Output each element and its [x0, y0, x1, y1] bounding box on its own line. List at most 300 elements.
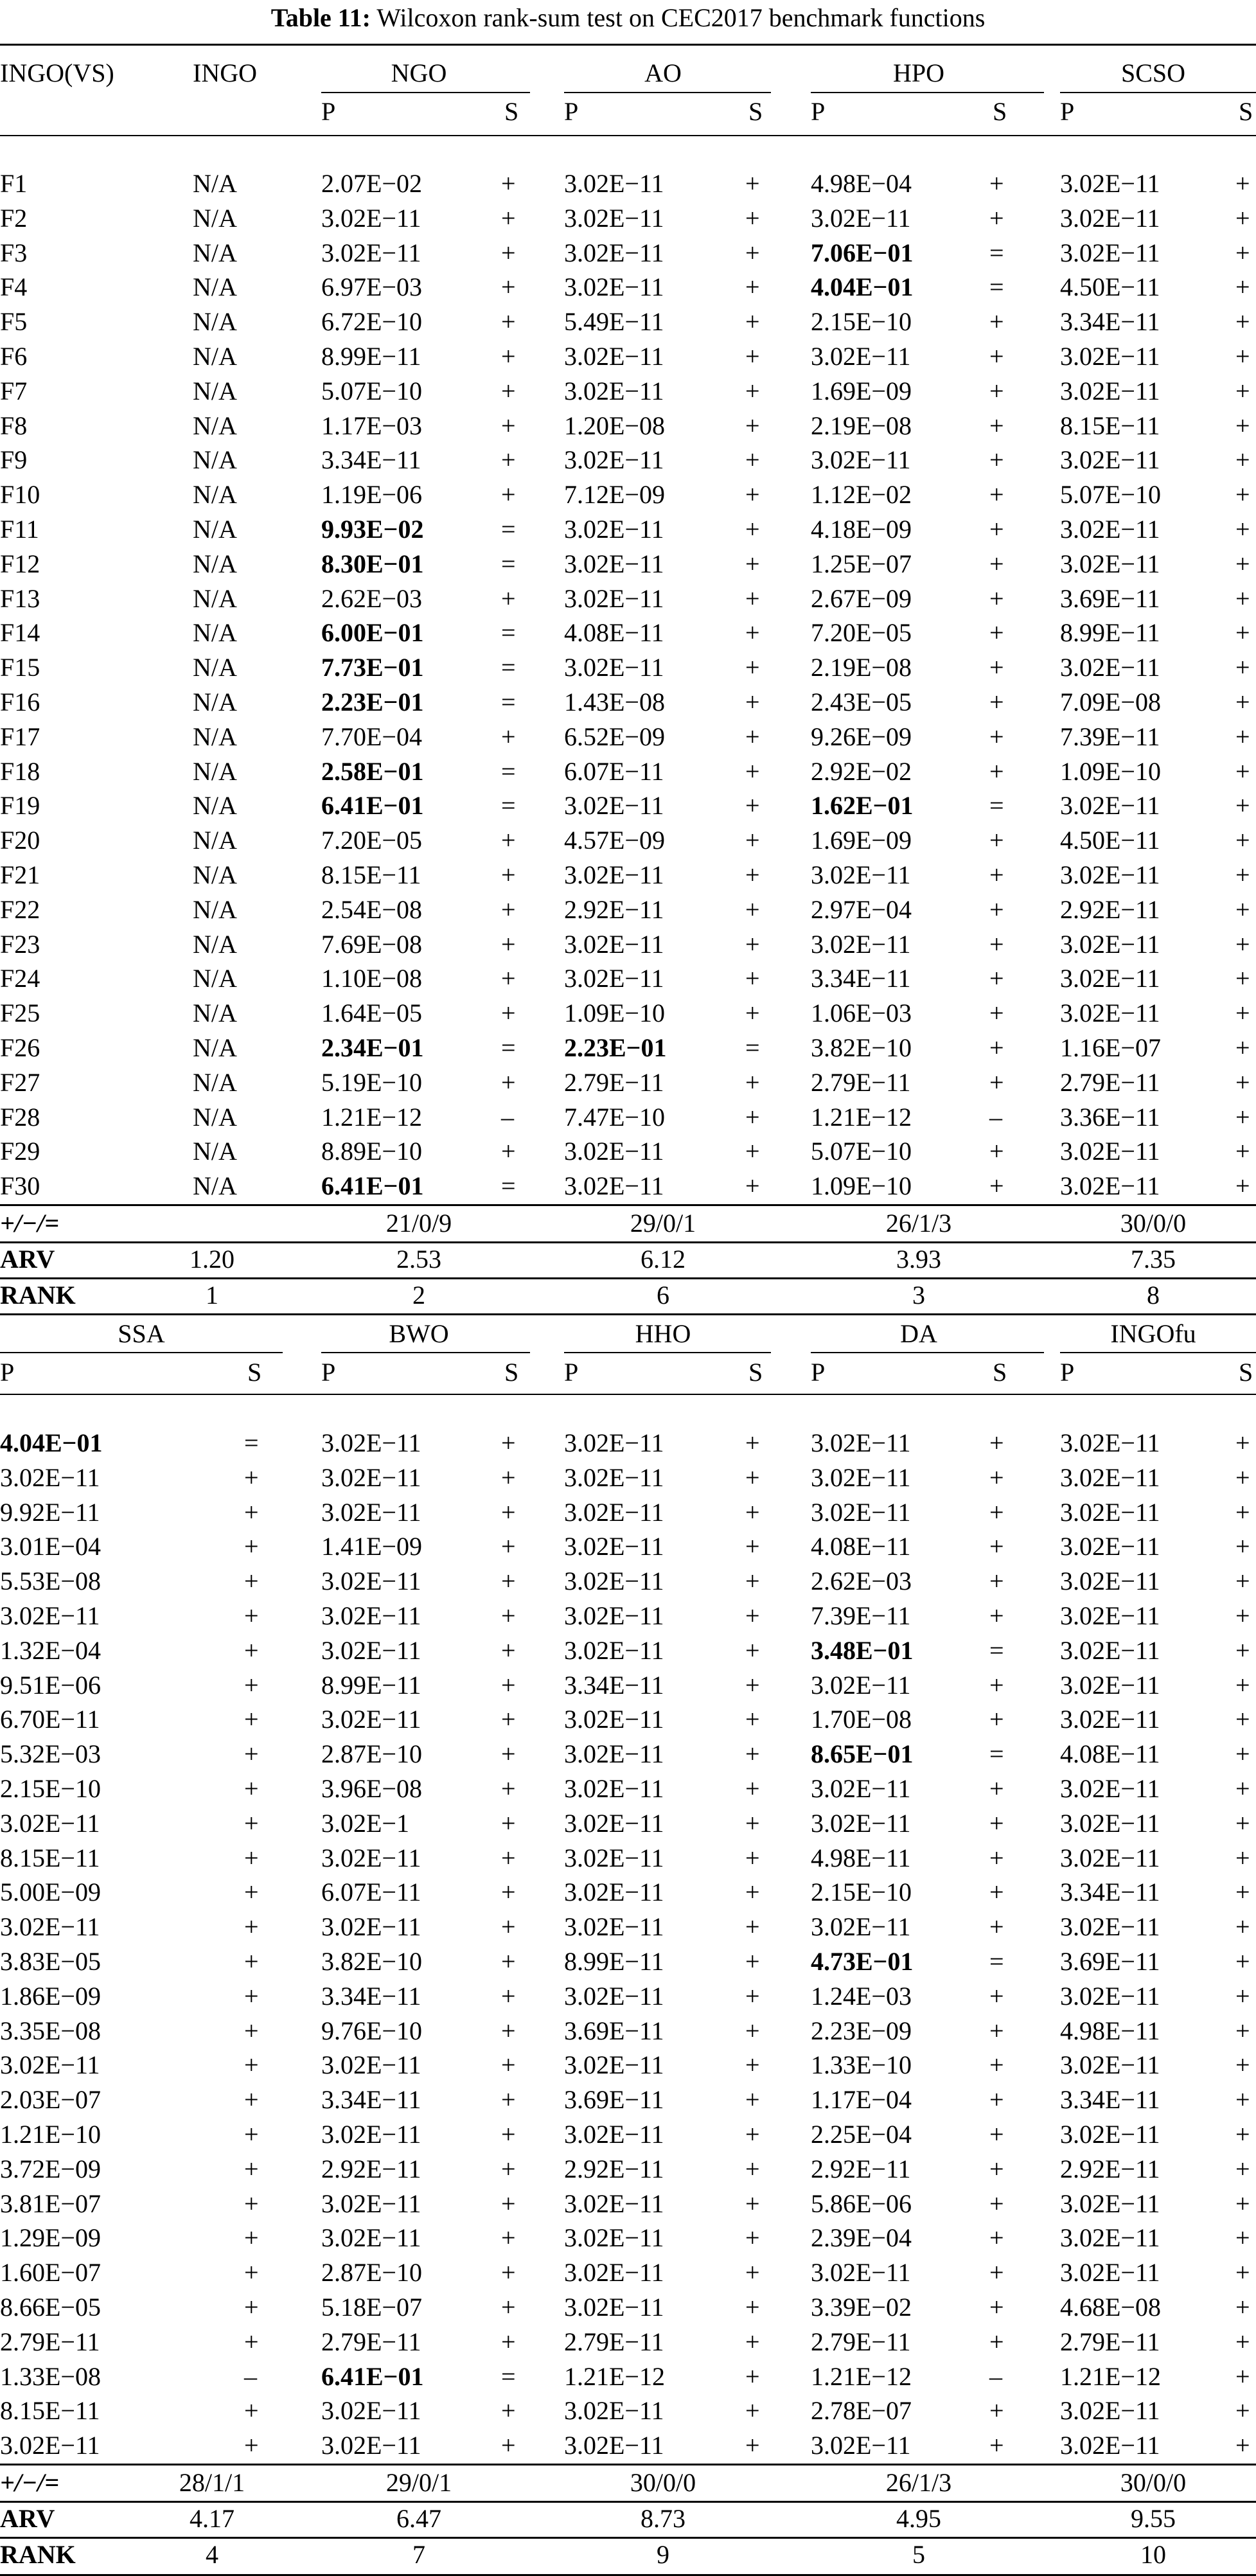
ingo-value: N/A: [193, 549, 237, 578]
significance-sign: =: [501, 549, 516, 578]
p-value: 3.02E−11: [811, 2258, 911, 2287]
summary-value: 30/0/0: [1120, 2468, 1187, 2497]
rank-value: 9: [657, 2540, 669, 2569]
p-value: 1.09E−10: [1060, 756, 1161, 786]
p-value: 3.02E−11: [564, 169, 664, 198]
group-underline: [811, 92, 1044, 93]
p-value: 1.21E−12: [811, 2361, 912, 2391]
significance-sign: +: [501, 1981, 516, 2011]
significance-sign: +: [244, 2223, 259, 2253]
p-value: 6.70E−11: [0, 1705, 100, 1734]
p-value: 3.02E−11: [321, 203, 421, 233]
p-value: 2.19E−08: [811, 411, 912, 440]
p-value: 7.39E−11: [1060, 722, 1160, 751]
significance-sign: +: [989, 1567, 1004, 1596]
significance-sign: +: [1235, 1067, 1250, 1097]
p-value: 3.02E−11: [1060, 2050, 1160, 2080]
significance-sign: –: [501, 1102, 514, 1132]
p-value: 3.02E−11: [321, 1912, 421, 1942]
p-value: 3.01E−04: [0, 1532, 101, 1561]
p-value: 8.99E−11: [321, 342, 421, 371]
significance-sign: +: [501, 1739, 516, 1769]
p-value: 2.92E−11: [811, 2154, 911, 2183]
table-rule: [0, 1394, 1256, 1395]
p-value: 3.02E−11: [564, 1705, 664, 1734]
significance-sign: +: [745, 1428, 760, 1457]
significance-sign: +: [745, 929, 760, 959]
p-value: 3.02E−11: [1060, 1532, 1160, 1561]
ingo-value: N/A: [193, 860, 237, 889]
p-value: 3.02E−11: [1060, 1497, 1160, 1527]
arv-value: 3.93: [896, 1245, 941, 1274]
group-header-2: BWO: [389, 1319, 449, 1348]
p-value: 3.02E−11: [321, 1567, 421, 1596]
p-value: 3.02E−11: [0, 1462, 100, 1492]
significance-sign: +: [501, 1670, 516, 1700]
ingo-value: N/A: [193, 688, 237, 716]
p-value: 3.02E−11: [0, 2431, 100, 2460]
subheader-s: S: [748, 1358, 763, 1387]
group-header-3: HHO: [635, 1319, 691, 1348]
p-value: 1.29E−09: [0, 2223, 101, 2253]
group-header-5: INGOfu: [1110, 1319, 1196, 1348]
p-value: 3.02E−11: [564, 1601, 664, 1630]
p-value: 6.00E−01: [321, 618, 424, 648]
ingo-value: N/A: [193, 756, 237, 786]
significance-sign: +: [1235, 169, 1250, 198]
p-value: 3.81E−07: [0, 2189, 101, 2218]
subheader-s: S: [993, 1358, 1007, 1387]
significance-sign: +: [501, 2327, 516, 2356]
p-value: 2.15E−10: [811, 307, 912, 337]
arv-label: ARV: [0, 2504, 55, 2533]
p-value: 3.02E−11: [1060, 203, 1160, 233]
significance-sign: –: [989, 1102, 1002, 1132]
subheader-s: S: [247, 1358, 262, 1387]
significance-sign: +: [501, 1635, 516, 1665]
significance-sign: +: [1235, 445, 1250, 475]
significance-sign: +: [244, 1601, 259, 1630]
significance-sign: =: [501, 1171, 516, 1201]
ingo-value: N/A: [193, 272, 237, 302]
p-value: 2.19E−08: [811, 653, 912, 682]
function-label: F26: [0, 1033, 40, 1062]
significance-sign: +: [1235, 1774, 1250, 1803]
significance-sign: =: [501, 618, 516, 648]
significance-sign: +: [501, 2431, 516, 2460]
arv-value: 8.73: [641, 2504, 685, 2533]
p-value: 3.02E−11: [564, 1912, 664, 1942]
p-value: 3.02E−11: [1060, 1428, 1160, 1457]
p-value: 2.79E−11: [564, 2327, 664, 2356]
p-value: 5.18E−07: [321, 2293, 422, 2322]
p-value: 3.02E−11: [1060, 653, 1160, 682]
p-value: 3.02E−11: [0, 2050, 100, 2080]
ingo-value: N/A: [193, 894, 237, 924]
significance-sign: +: [244, 1497, 259, 1527]
significance-sign: +: [745, 1532, 760, 1561]
p-value: 3.02E−11: [321, 1705, 421, 1734]
significance-sign: +: [745, 2085, 760, 2115]
p-value: 3.02E−11: [1060, 999, 1160, 1028]
significance-sign: +: [1235, 1878, 1250, 1907]
table-rule: [0, 44, 1256, 46]
table-rule: [0, 1204, 1256, 1206]
p-value: 3.34E−11: [1060, 2085, 1160, 2115]
function-label: F14: [0, 618, 40, 648]
p-value: 6.72E−10: [321, 307, 422, 337]
rank-value: 1: [206, 1281, 218, 1310]
significance-sign: +: [989, 1428, 1004, 1457]
p-value: 3.02E−11: [321, 2223, 421, 2253]
function-label: F28: [0, 1102, 40, 1132]
significance-sign: =: [501, 688, 516, 716]
significance-sign: +: [989, 653, 1004, 682]
summary-label: +/−/=: [0, 1209, 60, 1238]
function-label: F25: [0, 999, 40, 1028]
significance-sign: +: [745, 342, 760, 371]
significance-sign: +: [745, 1462, 760, 1492]
significance-sign: +: [745, 2431, 760, 2460]
p-value: 5.86E−06: [811, 2189, 912, 2218]
significance-sign: +: [244, 2016, 259, 2045]
function-label: F4: [0, 272, 28, 302]
subheader-s: S: [993, 97, 1007, 126]
ingo-value: N/A: [193, 1102, 237, 1132]
p-value: 3.02E−11: [1060, 1137, 1160, 1166]
significance-sign: +: [1235, 2085, 1250, 2115]
summary-value: 30/0/0: [1120, 1209, 1187, 1238]
significance-sign: +: [745, 688, 760, 716]
rank-value: 3: [912, 1281, 925, 1310]
significance-sign: +: [1235, 1497, 1250, 1527]
p-value: 3.02E−11: [564, 1878, 664, 1907]
row-header-cell: INGO(VS): [0, 58, 114, 87]
ingo-value: N/A: [193, 791, 237, 821]
significance-sign: +: [1235, 722, 1250, 751]
p-value: 3.02E−11: [321, 2431, 421, 2460]
significance-sign: +: [501, 376, 516, 405]
significance-sign: +: [745, 445, 760, 475]
rank-value: 2: [412, 1281, 425, 1310]
table-rule: [0, 2464, 1256, 2465]
p-value: 2.92E−11: [564, 2154, 664, 2183]
p-value: 4.50E−11: [1060, 826, 1160, 855]
significance-sign: +: [989, 411, 1004, 440]
table-rule: [0, 1313, 1256, 1315]
p-value: 2.87E−10: [321, 2258, 422, 2287]
p-value: 1.69E−09: [811, 376, 912, 405]
significance-sign: +: [989, 1981, 1004, 2011]
p-value: 3.02E−11: [321, 1462, 421, 1492]
function-label: F3: [0, 238, 28, 267]
significance-sign: +: [989, 1532, 1004, 1561]
significance-sign: +: [745, 515, 760, 544]
significance-sign: +: [501, 1808, 516, 1838]
significance-sign: +: [1235, 515, 1250, 544]
summary-value: 29/0/1: [385, 2468, 452, 2497]
p-value: 8.99E−11: [321, 1670, 421, 1700]
function-label: F30: [0, 1171, 40, 1201]
significance-sign: +: [244, 2327, 259, 2356]
p-value: 1.21E−12: [1060, 2361, 1161, 2391]
p-value: 2.92E−11: [1060, 894, 1160, 924]
significance-sign: +: [1235, 1705, 1250, 1734]
p-value: 3.02E−11: [564, 929, 664, 959]
significance-sign: +: [745, 2361, 760, 2391]
p-value: 3.02E−11: [564, 1567, 664, 1596]
significance-sign: +: [244, 2050, 259, 2080]
p-value: 7.06E−01: [811, 238, 914, 267]
subheader-p: P: [1060, 1358, 1075, 1387]
significance-sign: –: [989, 2361, 1002, 2391]
p-value: 2.67E−09: [811, 583, 912, 613]
table-rule: [0, 2501, 1256, 2503]
significance-sign: =: [989, 1739, 1004, 1769]
significance-sign: +: [244, 2258, 259, 2287]
p-value: 8.89E−10: [321, 1137, 422, 1166]
significance-sign: +: [745, 2258, 760, 2287]
significance-sign: =: [501, 791, 516, 821]
p-value: 5.00E−09: [0, 1878, 101, 1907]
p-value: 3.02E−11: [1060, 1171, 1160, 1201]
p-value: 3.02E−11: [1060, 515, 1160, 544]
group-underline: [564, 92, 771, 93]
p-value: 5.49E−11: [564, 307, 664, 337]
p-value: 3.02E−11: [1060, 169, 1160, 198]
rank-value: 7: [412, 2540, 425, 2569]
significance-sign: +: [989, 1843, 1004, 1872]
p-value: 3.02E−11: [1060, 1843, 1160, 1872]
p-value: 2.62E−03: [321, 583, 422, 613]
p-value: 3.02E−11: [1060, 1981, 1160, 2011]
p-value: 3.02E−11: [564, 2293, 664, 2322]
p-value: 1.33E−08: [0, 2361, 101, 2391]
significance-sign: +: [501, 1705, 516, 1734]
summary-value: 28/1/1: [179, 2468, 245, 2497]
p-value: 3.02E−11: [564, 583, 664, 613]
significance-sign: +: [1235, 1567, 1250, 1596]
significance-sign: +: [1235, 2120, 1250, 2149]
subheader-p: P: [811, 97, 826, 126]
ingo-value: N/A: [193, 376, 237, 405]
significance-sign: +: [1235, 653, 1250, 682]
p-value: 8.15E−11: [321, 860, 421, 889]
significance-sign: +: [745, 376, 760, 405]
function-label: F2: [0, 203, 28, 233]
significance-sign: +: [501, 203, 516, 233]
p-value: 3.82E−10: [811, 1033, 912, 1062]
p-value: 1.17E−04: [811, 2085, 912, 2115]
p-value: 1.10E−08: [321, 964, 422, 993]
significance-sign: +: [244, 2431, 259, 2460]
significance-sign: +: [745, 272, 760, 302]
significance-sign: +: [1235, 238, 1250, 267]
p-value: 2.79E−11: [1060, 1067, 1160, 1097]
significance-sign: +: [1235, 1739, 1250, 1769]
significance-sign: +: [244, 1567, 259, 1596]
p-value: 1.33E−10: [811, 2050, 912, 2080]
p-value: 4.57E−09: [564, 826, 665, 855]
significance-sign: +: [501, 860, 516, 889]
summary-value: 29/0/1: [630, 1209, 696, 1238]
p-value: 3.02E−11: [321, 2050, 421, 2080]
p-value: 2.15E−10: [811, 1878, 912, 1907]
significance-sign: +: [745, 999, 760, 1028]
significance-sign: +: [989, 1067, 1004, 1097]
p-value: 2.23E−01: [564, 1033, 667, 1062]
significance-sign: +: [1235, 2258, 1250, 2287]
significance-sign: +: [501, 2258, 516, 2287]
p-value: 3.02E−11: [1060, 376, 1160, 405]
ingo-value: N/A: [193, 826, 237, 855]
significance-sign: +: [501, 1843, 516, 1872]
significance-sign: =: [745, 1033, 760, 1062]
subheader-s: S: [504, 97, 519, 126]
significance-sign: +: [989, 342, 1004, 371]
p-value: 3.02E−11: [1060, 2189, 1160, 2218]
p-value: 3.72E−09: [0, 2154, 101, 2183]
p-value: 3.36E−11: [1060, 1102, 1160, 1132]
significance-sign: +: [501, 2154, 516, 2183]
p-value: 3.02E−11: [321, 1497, 421, 1527]
significance-sign: +: [989, 583, 1004, 613]
arv-value: 6.47: [396, 2504, 441, 2533]
p-value: 3.02E−11: [564, 1171, 664, 1201]
p-value: 5.07E−10: [1060, 480, 1161, 510]
significance-sign: +: [1235, 1981, 1250, 2011]
significance-sign: +: [989, 2327, 1004, 2356]
p-value: 6.97E−03: [321, 272, 422, 302]
p-value: 1.12E−02: [811, 480, 912, 510]
significance-sign: +: [745, 583, 760, 613]
significance-sign: +: [1235, 2154, 1250, 2183]
p-value: 2.92E−11: [564, 894, 664, 924]
significance-sign: +: [745, 1912, 760, 1942]
significance-sign: =: [989, 272, 1004, 302]
significance-sign: +: [745, 1137, 760, 1166]
subheader-s: S: [1239, 1358, 1253, 1387]
p-value: 3.02E−11: [811, 929, 911, 959]
p-value: 3.02E−11: [564, 964, 664, 993]
p-value: 3.02E−11: [1060, 2396, 1160, 2426]
significance-sign: +: [989, 445, 1004, 475]
significance-sign: =: [989, 238, 1004, 267]
function-label: F6: [0, 342, 28, 371]
significance-sign: +: [745, 1739, 760, 1769]
p-value: 3.02E−11: [1060, 1462, 1160, 1492]
ingo-value: N/A: [193, 964, 237, 993]
p-value: 2.79E−11: [321, 2327, 421, 2356]
p-value: 1.62E−01: [811, 791, 914, 821]
significance-sign: =: [501, 653, 516, 682]
significance-sign: =: [989, 791, 1004, 821]
significance-sign: +: [244, 1532, 259, 1561]
p-value: 2.23E−01: [321, 688, 424, 716]
table-rule: [0, 1241, 1256, 1243]
p-value: 3.02E−11: [564, 1739, 664, 1769]
subheader-p: P: [811, 1358, 826, 1387]
subheader-p: P: [321, 97, 336, 126]
p-value: 3.02E−11: [564, 2120, 664, 2149]
significance-sign: +: [1235, 1670, 1250, 1700]
significance-sign: +: [989, 929, 1004, 959]
p-value: 3.02E−11: [564, 1808, 664, 1838]
p-value: 3.02E−11: [1060, 964, 1160, 993]
significance-sign: +: [745, 203, 760, 233]
significance-sign: +: [745, 2189, 760, 2218]
significance-sign: +: [745, 1947, 760, 1976]
significance-sign: +: [989, 2154, 1004, 2183]
significance-sign: +: [989, 2120, 1004, 2149]
significance-sign: +: [501, 1497, 516, 1527]
significance-sign: +: [501, 480, 516, 510]
significance-sign: +: [501, 1601, 516, 1630]
significance-sign: +: [1235, 549, 1250, 578]
rank-value: 8: [1147, 1281, 1160, 1310]
function-label: F27: [0, 1067, 40, 1097]
p-value: 2.54E−08: [321, 894, 422, 924]
ingo-value: N/A: [193, 203, 237, 233]
significance-sign: +: [244, 1705, 259, 1734]
ingo-value: N/A: [193, 929, 237, 959]
significance-sign: +: [745, 756, 760, 786]
significance-sign: +: [1235, 826, 1250, 855]
significance-sign: +: [989, 722, 1004, 751]
function-label: F19: [0, 791, 40, 821]
p-value: 3.02E−11: [811, 445, 911, 475]
function-label: F7: [0, 376, 28, 405]
p-value: 3.34E−11: [321, 1981, 421, 2011]
significance-sign: +: [244, 1981, 259, 2011]
significance-sign: +: [244, 1878, 259, 1907]
significance-sign: +: [244, 1739, 259, 1769]
group-header-3: HPO: [892, 58, 945, 87]
p-value: 4.98E−04: [811, 169, 912, 198]
significance-sign: +: [745, 1705, 760, 1734]
p-value: 2.92E−11: [1060, 2154, 1160, 2183]
p-value: 1.19E−06: [321, 480, 422, 510]
significance-sign: +: [1235, 307, 1250, 337]
p-value: 2.03E−07: [0, 2085, 101, 2115]
p-value: 3.02E−11: [1060, 238, 1160, 267]
p-value: 8.15E−11: [0, 2396, 100, 2426]
significance-sign: +: [989, 2396, 1004, 2426]
significance-sign: +: [501, 2085, 516, 2115]
p-value: 3.02E−11: [811, 203, 911, 233]
ingo-value: N/A: [193, 480, 237, 510]
p-value: 6.41E−01: [321, 791, 424, 821]
ingo-value: N/A: [193, 342, 237, 371]
significance-sign: +: [745, 169, 760, 198]
p-value: 1.20E−08: [564, 411, 665, 440]
significance-sign: +: [989, 2293, 1004, 2322]
function-label: F22: [0, 894, 40, 924]
significance-sign: +: [989, 756, 1004, 786]
p-value: 4.04E−01: [811, 272, 914, 302]
p-value: 3.96E−08: [321, 1774, 422, 1803]
significance-sign: +: [501, 238, 516, 267]
significance-sign: +: [1235, 929, 1250, 959]
p-value: 2.79E−11: [564, 1067, 664, 1097]
p-value: 2.87E−10: [321, 1739, 422, 1769]
rank-value: 5: [912, 2540, 925, 2569]
p-value: 8.99E−11: [1060, 618, 1160, 648]
significance-sign: +: [745, 2327, 760, 2356]
significance-sign: +: [1235, 1635, 1250, 1665]
p-value: 1.60E−07: [0, 2258, 101, 2287]
p-value: 3.02E−11: [564, 1635, 664, 1665]
